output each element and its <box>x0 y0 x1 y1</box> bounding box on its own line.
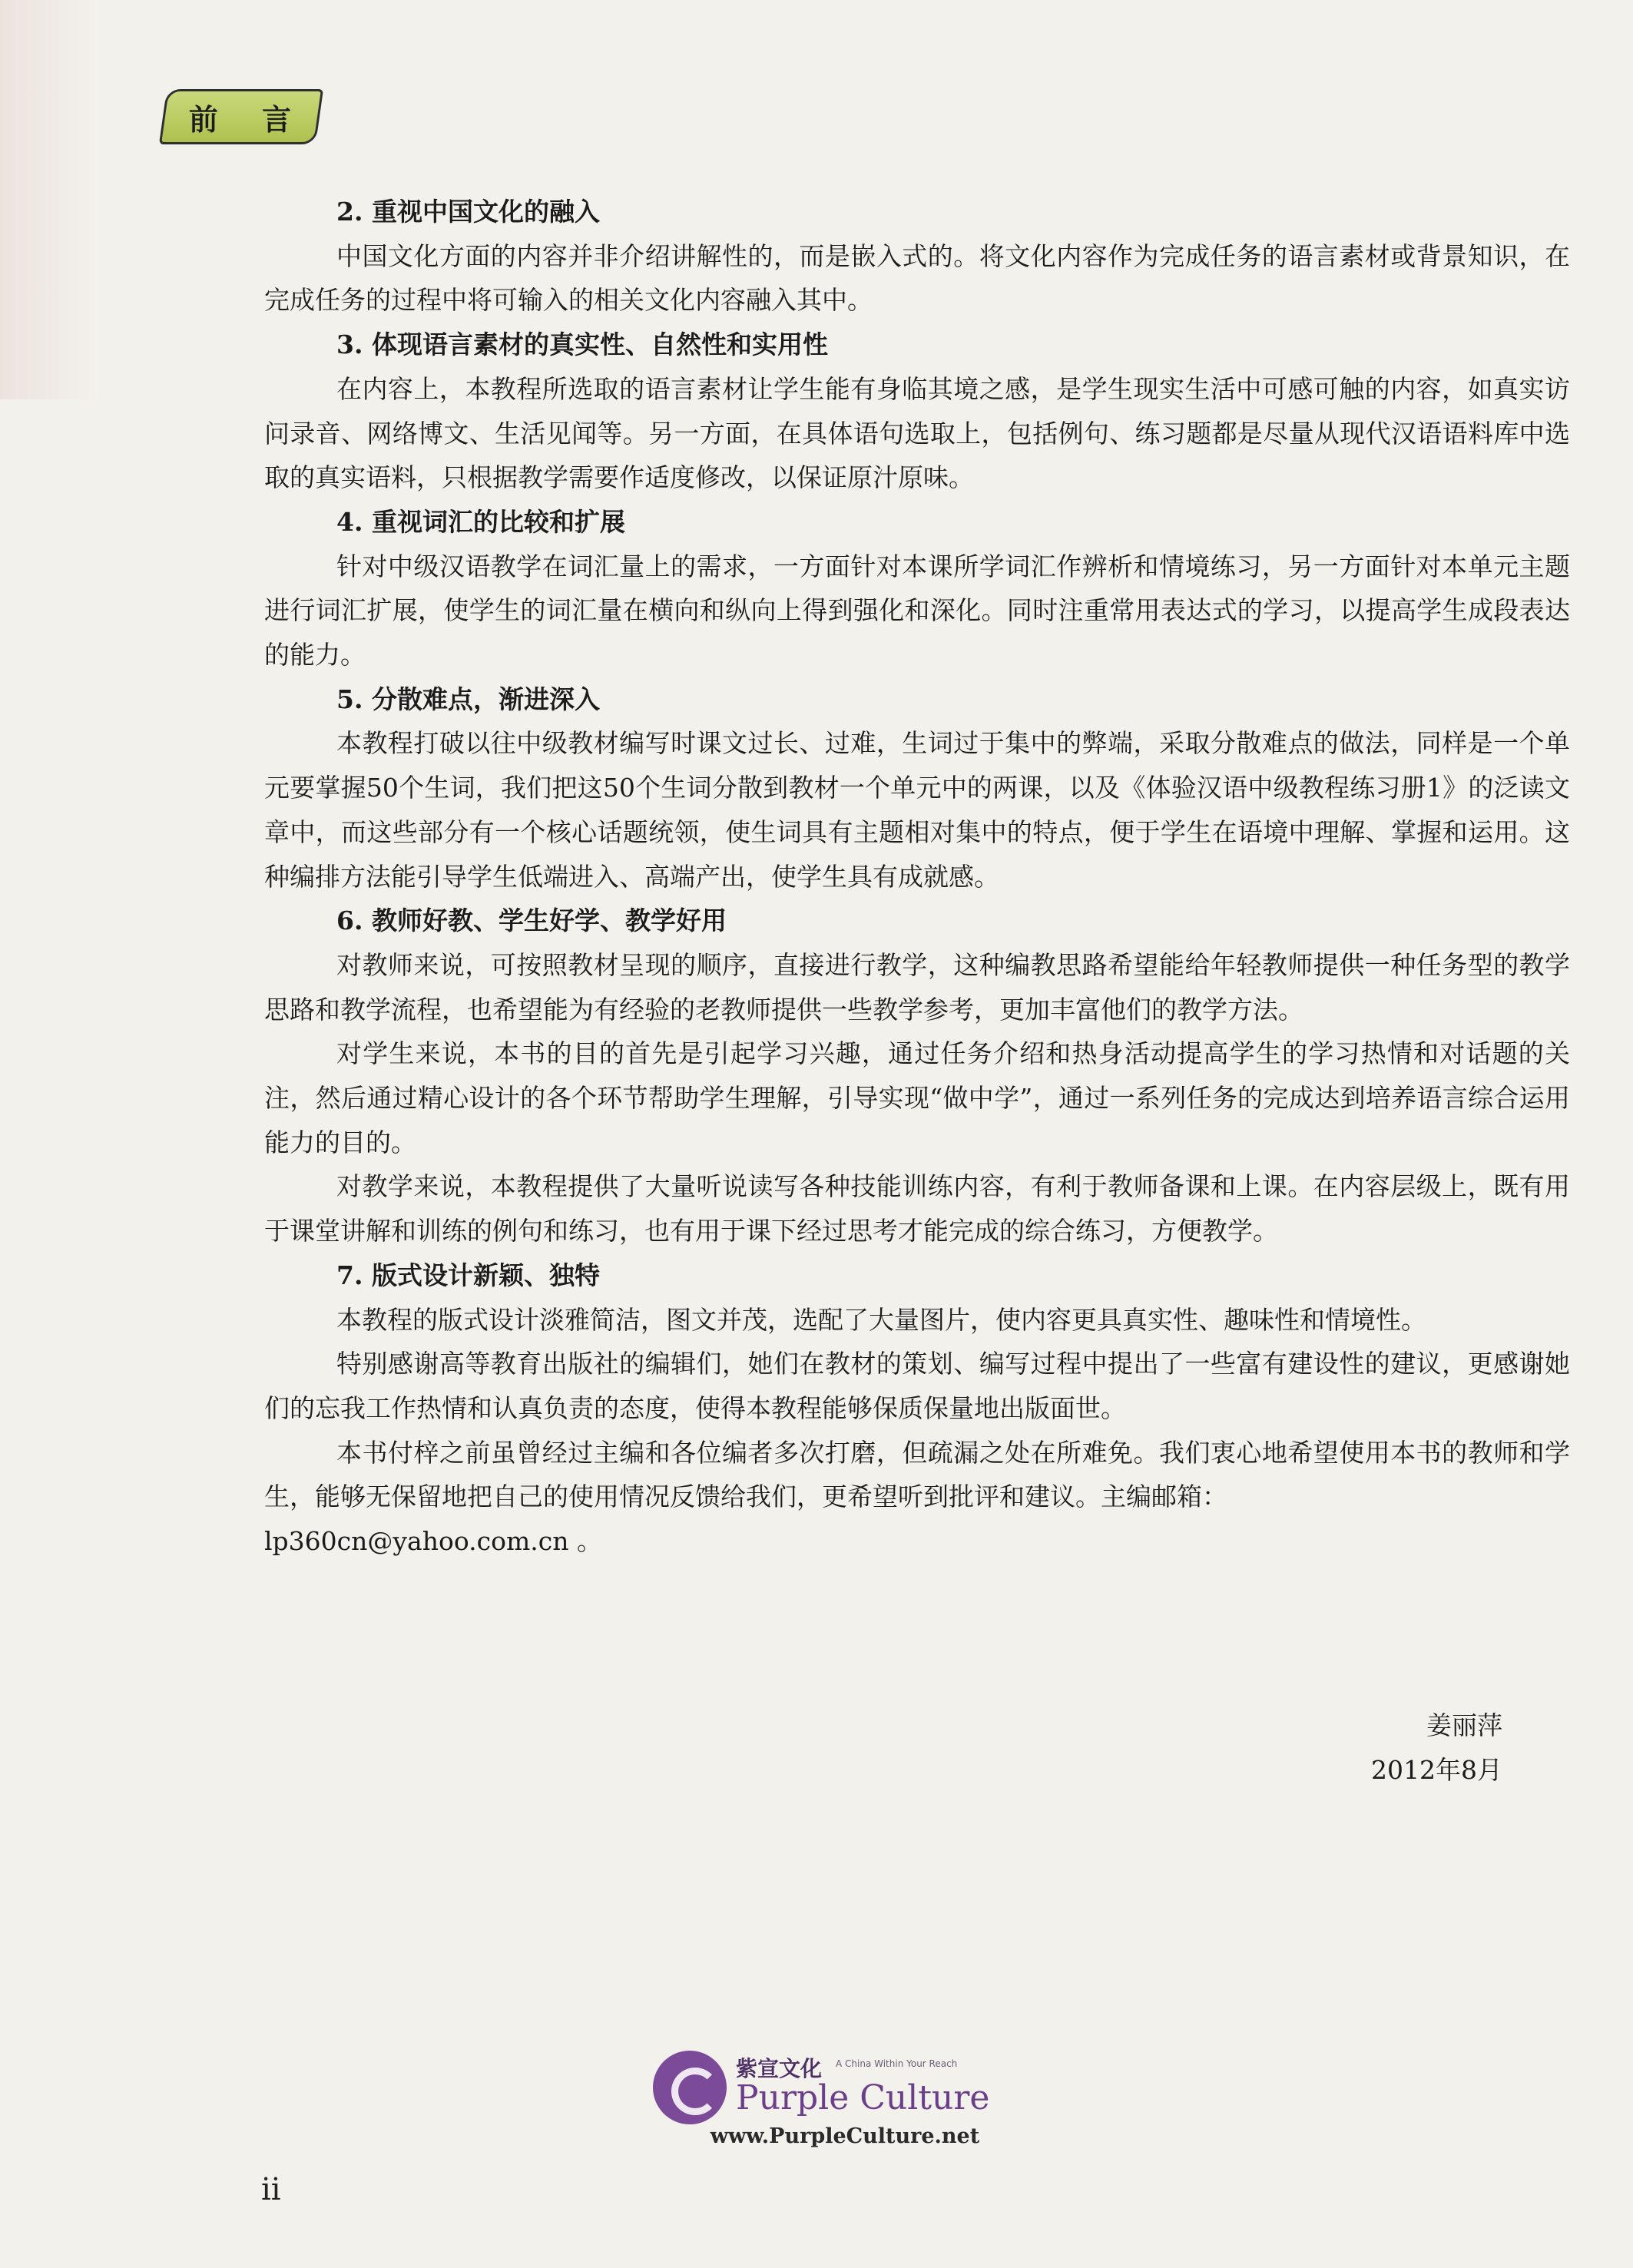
section-tab <box>159 89 323 144</box>
watermark-url: www.PurpleCulture.net <box>710 2124 980 2148</box>
purple-culture-watermark <box>653 2051 1037 2148</box>
author-name: 姜丽萍 <box>1426 1710 1502 1740</box>
body-paragraph: 本书付梓之前虽曾经过主编和各位编者多次打磨，但疏漏之处在所难免。我们衷心地希望使用本书的教师和学生，能够无保留地把自己的使用情况反馈给我们，更希望听到批评和建议。主编邮箱： <box>264 1437 1570 1512</box>
margin-tint <box>0 0 100 399</box>
page-number: ii <box>261 2172 281 2207</box>
purple-culture-logo-icon <box>653 2051 727 2124</box>
editor-email: lp360cn@yahoo.com.cn 。 <box>264 1526 602 1557</box>
watermark-cn-name: 紫宣文化 <box>736 2056 823 2081</box>
body-paragraph: 本教程的版式设计淡雅简洁，图文并茂，选配了大量图片，使内容更具真实性、趣味性和情境性。 <box>336 1304 1426 1335</box>
signature-date: 2012年8月 <box>1371 1755 1502 1785</box>
watermark-tagline: A China Within Your Reach <box>836 2058 958 2069</box>
body-paragraph: 本教程打破以往中级教材编写时课文过长、过难，生词过于集中的弊端，采取分散难点的做法，同样是一个单元要掌握50个生词，我们把这50个生词分散到教材一个单元中的两课，以及《体验汉语中级教程练习册1》的泛读文章中，而这些部分有一个核心话题统领，使生词具有主题相对集中的特点，便于学生在语境中理解、掌握和运用。这种编排方法能引导学生低端进入、高端产出，使学生具有成就感。 <box>264 728 1570 892</box>
signature-block <box>1371 1703 1502 1793</box>
body-paragraph: 对学生来说，本书的目的首先是引起学习兴趣，通过任务介绍和热身活动提高学生的学习热情和对话题的关注，然后通过精心设计的各个环节帮助学生理解，引导实现“做中学”，通过一系列任务的完成达到培养语言综合运用能力的目的。 <box>264 1038 1570 1157</box>
body-paragraph: 对教学来说，本教程提供了大量听说读写各种技能训练内容，有利于教师备课和上课。在内容层级上，既有用于课堂讲解和训练的例句和练习，也有用于课下经过思考才能完成的综合练习，方便教学。 <box>264 1171 1570 1247</box>
watermark-en-name: Purple Culture <box>736 2078 990 2117</box>
section-heading: 7. 版式设计新颖、独特 <box>336 1260 600 1290</box>
section-heading: 6. 教师好教、学生好学、教学好用 <box>336 906 727 936</box>
section-heading: 3. 体现语言素材的真实性、自然性和实用性 <box>336 329 828 360</box>
section-heading: 4. 重视词汇的比较和扩展 <box>336 506 625 537</box>
body-paragraph: 特别感谢高等教育出版社的编辑们，她们在教材的策划、编写过程中提出了一些富有建设性的建议，更感谢她们的忘我工作热情和认真负责的态度，使得本教程能够保质保量地出版面世。 <box>264 1349 1570 1423</box>
section-heading: 5. 分散难点，渐进深入 <box>336 684 600 714</box>
body-paragraph: 针对中级汉语教学在词汇量上的需求，一方面针对本课所学词汇作辨析和情境练习，另一方面针对本单元主题进行词汇扩展，使学生的词汇量在横向和纵向上得到强化和深化。同时注重常用表达式的学习，以提高学生成段表达的能力。 <box>264 551 1570 670</box>
preface-body <box>264 190 1570 1564</box>
section-heading: 2. 重视中国文化的融入 <box>336 197 600 227</box>
body-paragraph: 对教师来说，可按照教材呈现的顺序，直接进行教学，这种编教思路希望能给年轻教师提供一种任务型的教学思路和教学流程，也希望能为有经验的老教师提供一些教学参考，更加丰富他们的教学方法。 <box>264 949 1570 1025</box>
body-paragraph: 在内容上，本教程所选取的语言素材让学生能有身临其境之感，是学生现实生活中可感可触的内容，如真实访问录音、网络博文、生活见闻等。另一方面，在具体语句选取上，包括例句、练习题都是尽量从现代汉语语料库中选取的真实语料，只根据教学需要作适度修改，以保证原汁原味。 <box>264 373 1570 493</box>
body-paragraph: 中国文化方面的内容并非介绍讲解性的，而是嵌入式的。将文化内容作为完成任务的语言素材或背景知识，在完成任务的过程中将可输入的相关文化内容融入其中。 <box>264 240 1570 316</box>
section-tab-label: 前 言 <box>189 102 309 137</box>
